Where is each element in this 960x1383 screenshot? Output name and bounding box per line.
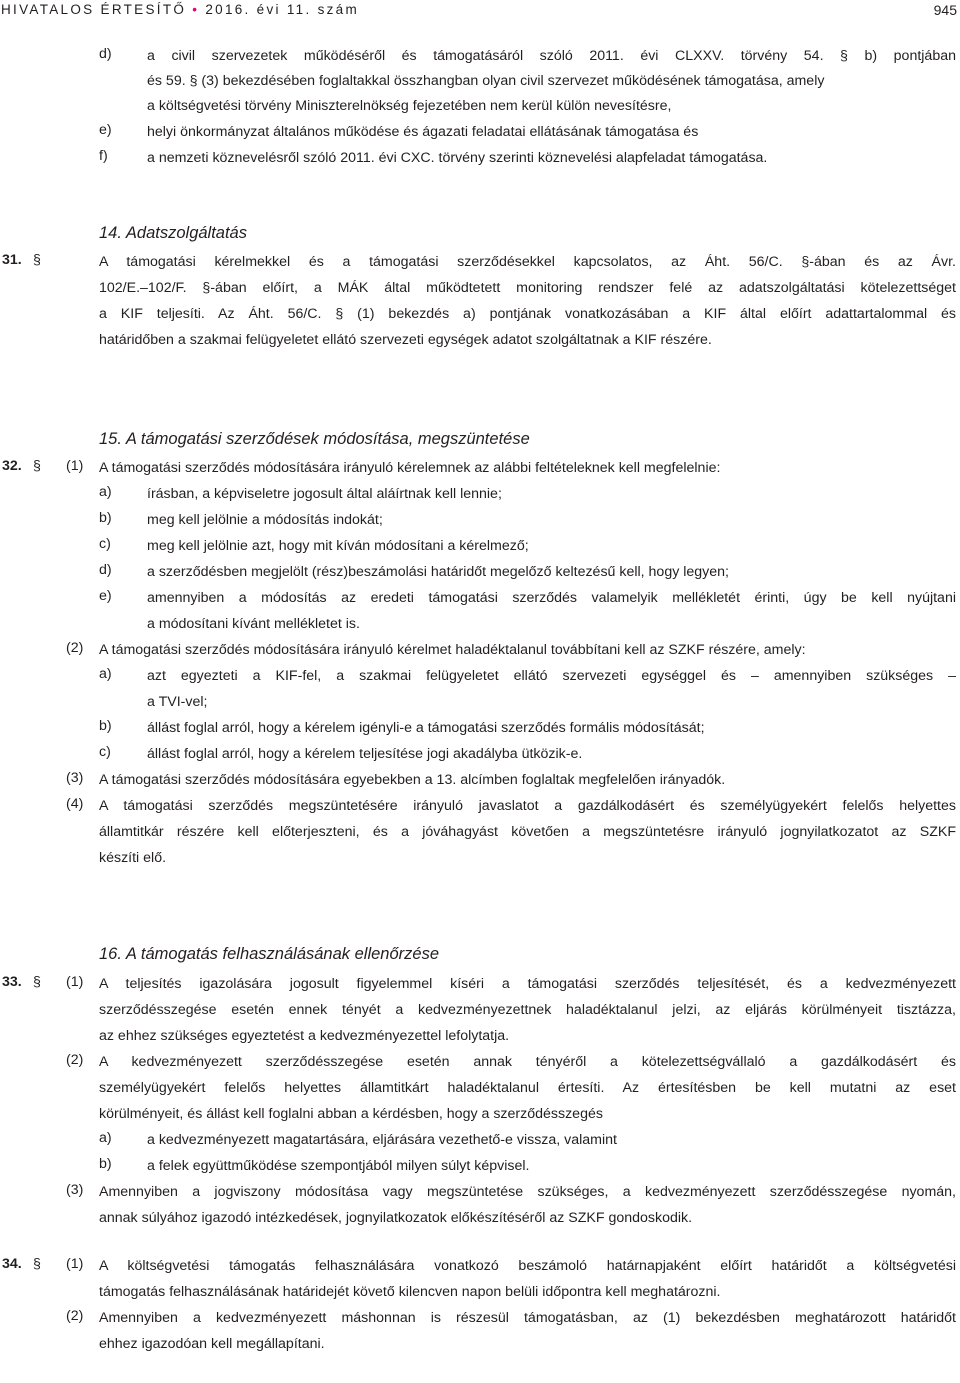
section-sign: § [33,252,41,268]
paragraph-line: szerződésszegése esetén ennek tényét a kedvezményezettnek haladéktalanul jelzi, az eljárás körülményeit tisztázza, [99,1002,956,1018]
list-marker: a) [99,1130,112,1146]
list-item-line: a TVI-vel; [147,694,208,710]
journal-title [1,2,359,17]
subsection-number: (1) [66,458,84,474]
subsection-number: (2) [66,1308,84,1324]
list-item-d-line: a költségvetési törvény Miniszterelnökség fejezetében nem kerül külön nevesítésre, [147,98,672,114]
section-heading-16: 16. A támogatás felhasználásának ellenőrzése [99,945,439,963]
list-item-d-line: a civil szervezetek működéséről és támogatásáról szóló 2011. évi CLXXV. törvény 54. § b) pontjában [147,48,956,64]
list-item-line: a felek együttműködése szempontjából milyen súlyt képvisel. [147,1158,530,1174]
section-number-31: 31. [2,252,22,268]
list-item-f-line: a nemzeti köznevelésről szóló 2011. évi CXC. törvény szerinti köznevelési alapfeladat támogatása. [147,150,768,166]
list-item-line: írásban, a képviseletre jogosult által aláírtnak kell lennie; [147,486,502,502]
paragraph-line: ehhez igazodóan kell megállapítani. [99,1336,325,1352]
paragraph-line: Amennyiben a kedvezményezett máshonnan is részesül támogatásban, az (1) bekezdésben meghatározott határidőt [99,1310,956,1326]
subsection-number: (1) [66,974,84,990]
list-marker: a) [99,666,112,682]
subsection-number: (2) [66,1052,84,1068]
subsection-number: (3) [66,1182,84,1198]
list-marker: e) [99,588,112,604]
subsection-number: (2) [66,640,84,656]
paragraph-line: A támogatási kérelmekkel és a támogatási szerződésekkel kapcsolatos, az Áht. 56/C. §-ában és az Ávr. [99,254,956,270]
subsection-number: (1) [66,1256,84,1272]
list-item-e-line: helyi önkormányzat általános működése és ágazati feladatai ellátásának támogatása és [147,124,699,140]
page-number: 945 [933,2,957,18]
subsection-number: (4) [66,796,84,812]
separator-dot: • [186,2,206,17]
list-marker: c) [99,536,111,552]
paragraph-line: támogatás felhasználásának határidejét követő kilencven napon belüli időpontra kell meghatározni. [99,1284,721,1300]
section-heading-15: 15. A támogatási szerződések módosítása, megszüntetése [99,430,530,448]
paragraph-line: A támogatási szerződés módosítására irányuló kérelemnek az alábbi feltételeknek kell megfelelnie: [99,460,721,476]
list-marker: b) [99,510,112,526]
page-header [0,0,960,30]
paragraph-line: A támogatási szerződés módosítására egyebekben a 13. alcímben foglaltak megfelelően irányadók. [99,772,726,788]
list-marker-f: f) [99,148,108,164]
list-item-line: meg kell jelölnie a módosítás indokát; [147,512,383,528]
list-item-d-line: és 59. § (3) bekezdésében foglaltakkal összhangban olyan civil szervezet működésének támogatása, amely [147,73,825,89]
list-item-line: azt egyezteti a KIF-fel, a szakmai felügyeletet ellátó szervezeti egységgel és – amennyiben szükséges – [147,668,956,684]
paragraph-line: A teljesítés igazolására jogosult figyelemmel kíséri a támogatási szerződés teljesítését, és a kedvezményezett [99,976,956,992]
list-marker: b) [99,1156,112,1172]
list-item-line: állást foglal arról, hogy a kérelem igényli-e a támogatási szerződés formális módosítását; [147,720,705,736]
paragraph-line: a KIF teljesíti. Az Áht. 56/C. § (1) bekezdés a) pontjának vonatkozásában a KIF által előírt adattartalommal és [99,306,956,322]
section-number-32: 32. [2,458,22,474]
section-number-34: 34. [2,1256,22,1272]
paragraph-line: határidőben a szakmai felügyeletet ellátó szervezeti egységek adatot szolgáltatnak a KIF részére. [99,332,712,348]
section-sign: § [33,974,41,990]
section-sign: § [33,458,41,474]
paragraph-line: személyügyekért felelős helyettes államtitkárt haladéktalanul értesíti. Az értesítésben be kell mutatni az eset [99,1080,956,1096]
section-number-33: 33. [2,974,22,990]
issue-label: 2016. évi 11. szám [205,2,360,17]
list-marker: c) [99,744,111,760]
journal-name: HIVATALOS ÉRTESÍTŐ [1,2,187,17]
paragraph-line: államtitkár részére kell előterjeszteni, és a jóváhagyást követően a megszüntetésre irányuló jognyilatkozatot az SZKF [99,824,956,840]
list-item-line: meg kell jelölnie azt, hogy mit kíván módosítani a kérelmező; [147,538,529,554]
list-marker-e: e) [99,122,112,138]
paragraph-line: A költségvetési támogatás felhasználására vonatkozó beszámoló határnapjaként előírt határidőt a költségvetési [99,1258,956,1274]
list-marker-d: d) [99,46,112,62]
list-item-line: a kedvezményezett magatartására, eljárására vezethető-e vissza, valamint [147,1132,617,1148]
list-item-line: amennyiben a módosítás az eredeti támogatási szerződés valamelyik mellékletét érinti, úgy be kell nyújtani [147,590,956,606]
paragraph-line: készíti elő. [99,850,167,866]
paragraph-line: A támogatási szerződés megszüntetésére irányuló javaslatot a gazdálkodásért és személyügyekért felelős helyettes [99,798,956,814]
paragraph-line: körülményeit, és állást kell foglalni abban a kérdésben, hogy a szerződésszegés [99,1106,603,1122]
paragraph-line: 102/E.–102/F. §-ában előírt, a MÁK által működtetett monitoring rendszer felé az adatszolgáltatási kötelezettséget [99,280,956,296]
list-marker: d) [99,562,112,578]
paragraph-line: Amennyiben a jogviszony módosítása vagy megszüntetése szükséges, a kedvezményezett szerződésszegése nyomán, [99,1184,956,1200]
list-item-line: a szerződésben megjelölt (rész)beszámolási határidőt megelőző keltezésű kell, hogy legyen; [147,564,729,580]
paragraph-line: A kedvezményezett szerződésszegése esetén annak tényéről a kötelezettségvállaló a gazdálkodásért és [99,1054,956,1070]
list-marker: b) [99,718,112,734]
section-heading-14: 14. Adatszolgáltatás [99,224,247,242]
list-item-line: állást foglal arról, hogy a kérelem teljesítése jogi akadályba ütközik-e. [147,746,583,762]
list-item-line: a módosítani kívánt mellékletet is. [147,616,360,632]
section-sign: § [33,1256,41,1272]
paragraph-line: A támogatási szerződés módosítására irányuló kérelmet haladéktalanul továbbítani kell az SZKF részére, amely: [99,642,806,658]
paragraph-line: az ehhez szükséges egyeztetést a kedvezményezettel lefolytatja. [99,1028,510,1044]
list-marker: a) [99,484,112,500]
subsection-number: (3) [66,770,84,786]
paragraph-line: annak súlyához igazodó intézkedések, jognyilatkozatok előkészítéséről az SZKF gondoskodik. [99,1210,693,1226]
